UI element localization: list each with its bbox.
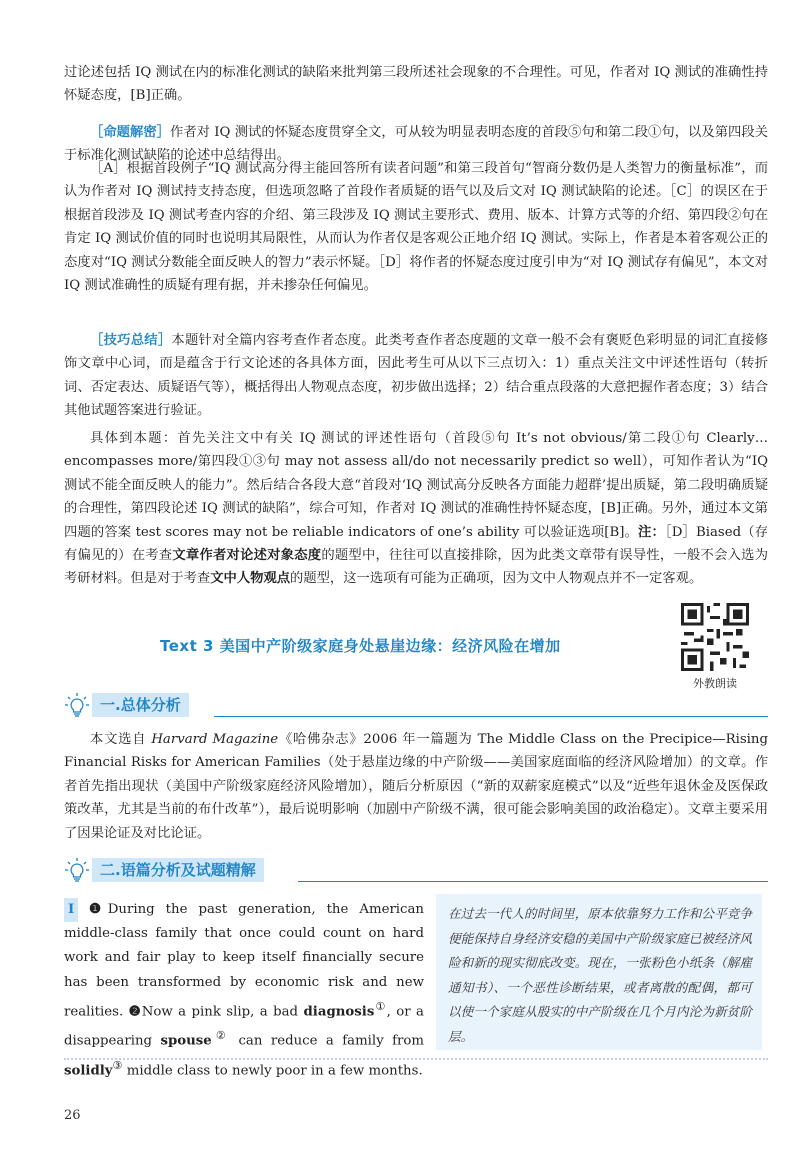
sentence-text: During the past generation, the American middle-class family that once could count on hard work and fair play to keep itself financially secure has been transformed by economic risk and new realities. [64,902,424,1020]
qr-code-icon[interactable] [681,603,749,671]
paragraph-overview [64,728,768,845]
section-overall-analysis-header [64,690,768,720]
section-rule [298,881,768,882]
section-label: 二.语篇分析及试题精解 [92,858,264,882]
translation-box: 在过去一代人的时间里，原本依靠努力工作和公平竞争便能保持自身经济安稳的美国中产阶级家庭已被经济风险和新的现实彻底改变。现在，一张粉色小纸条（解雇通知书）、一个恶性诊断结果，或者离散的配偶，都可以使一个家庭从殷实的中产阶级在几个月内沦为新贫阶层。 [436,894,762,1050]
bold-phrase: 文章作者对论述对象态度 [172,548,322,564]
paragraph-text: ［A］根据首段例子“IQ 测试高分得主能回答所有读者问题”和第三段首句“智商分数仍是人类智力的衡量标准”，而认为作者对 IQ 测试持支持态度，但选项忽略了首段作者质疑的语气以及后文对 IQ 测试缺陷的论述。［C］的误区在于根据首段涉及 IQ 测试考查内容的介绍、第三段涉及 IQ 测试主要形式、费用、版本、计算方式等的介绍、第四段②句在肯定 IQ 测试价值的同时也说明其局限性，从而认为作者仅是客观公正地介绍 IQ 测试。实际上，作者是本着客观公正的态度对“IQ 测试分数能全面反映人的智力”表示怀疑。［D］将作者的怀疑态度过度引申为“对 IQ 测试存有偏见”，本文对 IQ 测试准确性的质疑有理有据，并未掺杂任何偏见。 [64,161,768,294]
qr-caption: 外教朗读 [693,677,737,690]
paragraph-conclusion [64,61,768,108]
paragraph-text: 《哈佛杂志》2006 年一篇题为 The Middle Class on the Precipice—Rising Financial Risks for American Families（处于悬崖边缘的中产阶级——美国家庭面临的经济风险增加）的文章。作者首先指出现状（美国中产阶级家庭经济风险增加），随后分析原因（“新的双薪家庭模式”以及“近些年退休金及医保政策改革，尤其是当前的布什改革”），最后说明影响（加剧中产阶级不满，很可能会影响美国的政治稳定）。文章主要采用了因果论证及对比论证。 [64,732,768,841]
sentence-number: ❶ [82,902,108,917]
sentence-number: ❷ [128,1004,142,1020]
note-label: 注： [638,524,665,540]
vocab-footnote-mark: ② [211,1029,231,1043]
paragraph-text: 本文选自 [90,732,152,747]
paragraph-text: ［D］Biased（存有偏见的）在考查 [64,524,768,564]
paragraph-specific [64,427,768,591]
paragraph-text: 的题型，这一选项有可能为正确项，因为文中人物观点并不一定客观。 [290,571,703,587]
lightbulb-icon [64,692,90,718]
paragraph-text: 作者对 IQ 测试的怀疑态度贯穿全文，可从较为明显表明态度的首段⑤句和第二段①句，以及第四段关于标准化测试缺陷的论述中总结得出。 [64,125,769,164]
section-label: 一.总体分析 [92,693,189,717]
lightbulb-icon [64,857,90,883]
tag-proposition: ［命题解密］ [90,125,171,140]
english-passage [64,898,424,1084]
paragraph-numeral: Ⅰ [64,898,78,922]
paragraph-technique [64,329,768,423]
sentence-text: middle class to newly poor in a few months. [122,1063,423,1079]
paragraph-text: 过论述包括 IQ 测试在内的标准化测试的缺陷来批判第三段所述社会现象的不合理性。可见，作者对 IQ 测试的准确性持怀疑态度，[B]正确。 [64,65,768,104]
section-discourse-analysis-header [64,855,768,885]
paragraph-text: 本题针对全篇内容考查作者态度。此类考查作者态度题的文章一般不会有褒贬色彩明显的词汇直接修饰文章中心词，而是蕴含于行文论述的各具体方面，因此考生可从以下三点切入：1）重点关注文中评述性语句（转折词、否定表达、质疑语气等），概括得出人物观点态度，初步做出选择；2）结合重点段落的大意把握作者态度；3）结合其他试题答案进行验证。 [64,333,769,419]
source-title: Harvard Magazine [151,732,279,747]
text3-title: Text 3 美国中产阶级家庭身处悬崖边缘：经济风险在增加 [160,637,561,655]
tag-technique: ［技巧总结］ [90,333,172,348]
sentence-text: can reduce a family from [230,1033,425,1049]
vocab-word: diagnosis [303,1004,375,1020]
sentence-text: , or a disappearing [64,1004,424,1049]
paragraph-text: 的题型中，往往可以直接排除，因为此类文章带有误导性，一般不会入选为考研材料。但是对于考查 [64,548,769,587]
vocab-footnote-mark: ① [374,999,387,1013]
bold-phrase: 文中人物观点 [210,571,291,587]
sentence-text: Now a pink slip, a bad [141,1004,304,1020]
dotted-divider [64,1058,768,1060]
vocab-word: spouse [160,1033,212,1049]
paragraph-option-analysis [64,157,768,297]
vocab-word: solidly [64,1063,113,1079]
paragraph-text: 具体到本题：首先关注文中有关 IQ 测试的评述性语句（首段⑤句 It’s not obvious/第二段①句 Clearly… encompasses more/第四段①③句 may not assess all/do not necessarily predict so well），可知作者认为“IQ 测试不能全面反映人的能力”。然后结合各段大意“首段对‘IQ 测试高分反映各方面能力超群’提出质疑，第二段明确质疑的合理性，第四段论述 IQ 测试的缺陷”，综合可知，作者对 IQ 测试的准确性持怀疑态度，[B]正确。另外，通过本文第四题的答案 test scores may not be reliable indicators of one’s ability 可以验证选项[B]。 [64,431,768,540]
page-number: 26 [64,1108,81,1123]
section-rule [214,716,768,717]
vocab-footnote-mark: ③ [112,1059,123,1073]
